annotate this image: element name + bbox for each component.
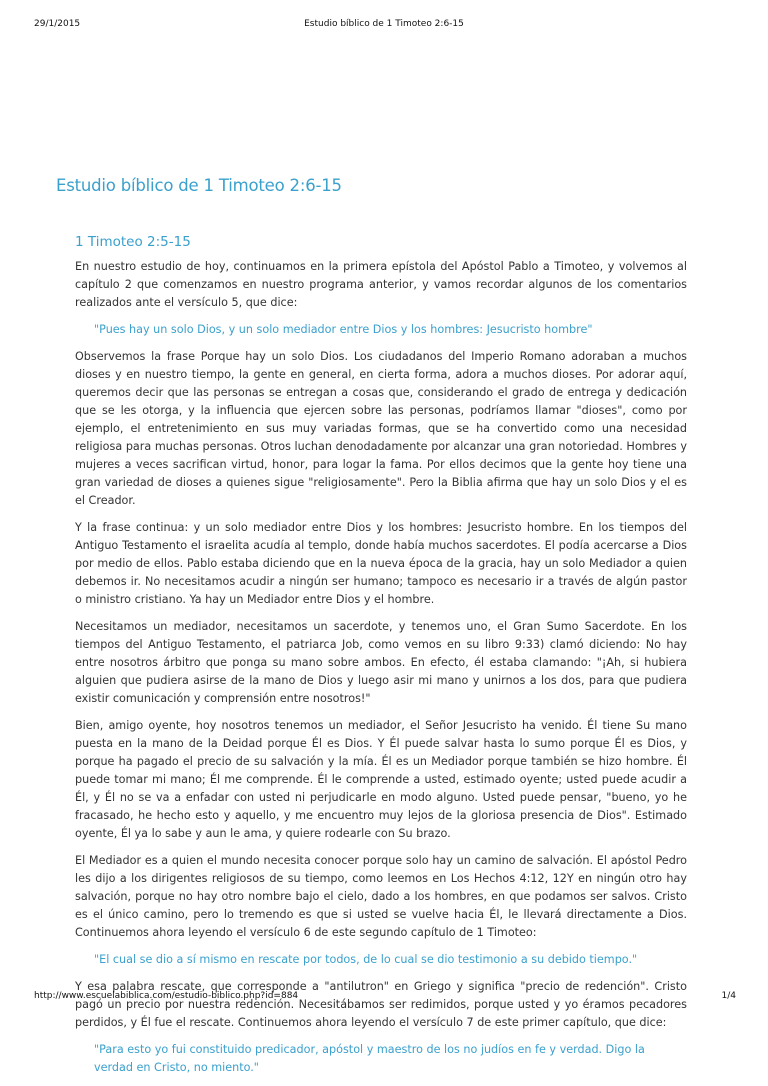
bible-quote: "El cual se dio a sí mismo en rescate por todos, de lo cual se dio testimonio a su debido tiempo." — [94, 953, 638, 966]
print-header — [0, 19, 768, 33]
bible-quote: "Para esto yo fui constituido predicador, apóstol y maestro de los no judíos en fe y verdad. Digo la verdad en Cristo, no miento." — [94, 1043, 645, 1074]
bible-quote: "Pues hay un solo Dios, y un solo mediador entre Dios y los hombres: Jesucristo hombre" — [94, 323, 593, 336]
section-heading: 1 Timoteo 2:5-15 — [75, 234, 191, 250]
print-date: 29/1/2015 — [34, 19, 81, 29]
paragraph: En nuestro estudio de hoy, continuamos en la primera epístola del Apóstol Pablo a Timoteo, y volvemos al capítulo 2 que comenzamos en nuestro programa anterior, y vamos recordar algunos de los comentarios realizados ante el versículo 5, que dice: — [75, 260, 687, 309]
paragraph: Y la frase continua: y un solo mediador entre Dios y los hombres: Jesucristo hombre. En los tiempos del Antiguo Testamento el israelita acudía al templo, donde había muchos sacerdotes. El podía acercarse a Dios por medio de ellos. Pablo estaba diciendo que en la nueva época de la gracia, hay un solo Mediador a quien debemos ir. No necesitamos acudir a ningún ser humano; tampoco es necesario ir a través de algún pastor o ministro cristiano. Ya hay un Mediador entre Dios y el hombre. — [75, 521, 687, 606]
paragraph: Bien, amigo oyente, hoy nosotros tenemos un mediador, el Señor Jesucristo ha venido. Él tiene Su mano puesta en la mano de la Deidad porque Él es Dios. Y Él puede salvar hasta lo sumo porque Él es Dios, y porque ha pagado el precio de su salvación y la mía. Él es un Mediador porque también se hizo hombre. Él puede tomar mi mano; Él me comprende. Él le comprende a usted, estimado oyente; usted puede acudir a Él, y Él no se va a enfadar con usted ni perjudicarle en modo alguno. Usted puede pensar, "bueno, yo he fracasado, he hecho esto y aquello, y me encuentro muy lejos de la gloriosa presencia de Dios". Estimado oyente, Él ya lo sabe y aun le ama, y quiere rodearle con Su brazo. — [75, 719, 687, 840]
paragraph: Observemos la frase Porque hay un solo Dios. Los ciudadanos del Imperio Romano adoraban a muchos dioses y en nuestro tiempo, la gente en general, en cierta forma, adora a muchos dioses. Por adorar aquí, queremos decir que las personas se entregan a cosas que, considerando el grado de entrega y dedicación que se les otorga, y la influencia que ejercen sobre las personas, podríamos llamar "dioses", como por ejemplo, el entretenimiento en sus muy variadas formas, que se ha convertido como una necesidad religiosa para muchas personas. Otros luchan denodadamente por alcanzar una gran notoriedad. Hombres y mujeres a veces sacrifican virtud, honor, para logar la fama. Por ellos decimos que la gente hoy tiene una gran variedad de dioses a quienes sigue "religiosamente". Pero la Biblia afirma que hay un solo Dios y el es el Creador. — [75, 350, 687, 507]
article-body — [75, 258, 687, 1086]
print-footer — [0, 991, 768, 1005]
page-title: Estudio bíblico de 1 Timoteo 2:6-15 — [56, 176, 342, 195]
print-title: Estudio bíblico de 1 Timoteo 2:6-15 — [304, 19, 464, 29]
paragraph: Y esa palabra rescate, que corresponde a "antilutron" en Griego y significa "precio de redención". Cristo pagó un precio por nuestra redención. Necesitábamos ser redimidos, porque usted y yo éramos pecadores perdidos, y Él fue el rescate. Continuemos ahora leyendo el versículo 7 de este primer capítulo, que dice: — [75, 980, 687, 1029]
page-number: 1/4 — [721, 991, 736, 1001]
page-url[interactable]: http://www.escuelabiblica.com/estudio-biblico.php?id=884 — [34, 991, 299, 1001]
paragraph: El Mediador es a quien el mundo necesita conocer porque solo hay un camino de salvación. El apóstol Pedro les dijo a los dirigentes religiosos de su tiempo, como leemos en Los Hechos 4:12, 12Y en ningún otro hay salvación, porque no hay otro nombre bajo el cielo, dado a los hombres, en que podamos ser salvos. Cristo es el único camino, pero lo tremendo es que si usted se vuelve hacia Él, le llevará directamente a Dios. Continuemos ahora leyendo el versículo 6 de este segundo capítulo de 1 Timoteo: — [75, 854, 687, 939]
paragraph: Necesitamos un mediador, necesitamos un sacerdote, y tenemos uno, el Gran Sumo Sacerdote. En los tiempos del Antiguo Testamento, el patriarca Job, como vemos en su libro 9:33) clamó diciendo: No hay entre nosotros árbitro que ponga su mano sobre ambos. En efecto, él estaba clamando: "¡Ah, si hubiera alguien que pudiera asirse de la mano de Dios y luego asir mi mano y unirnos a los dos, para que pudiera existir comunicación y comprensión entre nosotros!" — [75, 620, 687, 705]
